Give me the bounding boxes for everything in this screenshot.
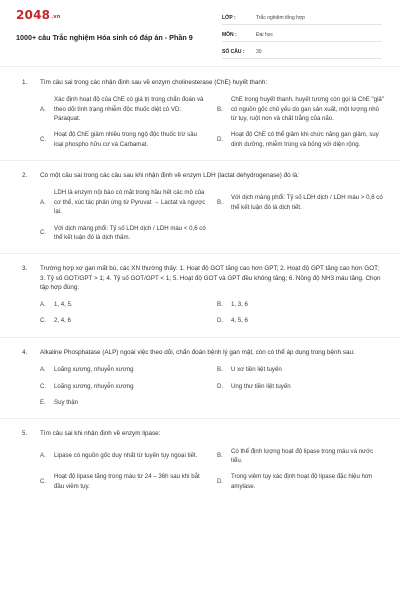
question-divider bbox=[0, 160, 400, 161]
option-text: 1, 3, 6 bbox=[231, 301, 248, 309]
meta-label: MÔN : bbox=[222, 32, 237, 38]
question-number: 5. bbox=[22, 430, 28, 438]
option-text: 1, 4, 5. bbox=[54, 301, 73, 309]
answer-option-a[interactable] bbox=[40, 447, 207, 466]
meta-label: SỐ CÂU : bbox=[222, 49, 245, 55]
answer-option-c[interactable] bbox=[40, 130, 207, 149]
option-text: Với dịch màng phổi: Tỷ số LDH dịch / LDH máu < 0,6 có thể kết luận đó là dịch thấm. bbox=[54, 224, 206, 242]
answer-option-a[interactable] bbox=[40, 95, 207, 123]
question-text: Alkaline Phosphatase (ALP) ngoài việc theo dõi, chẩn đoán bệnh lý gan mật, còn có thể áp dụng trong bệnh sau: bbox=[40, 348, 355, 356]
option-text: Trong viêm tụy xác định hoạt độ lipase đặc hiệu hơn amylase. bbox=[231, 473, 373, 490]
option-text: Hoạt độ ChE có thể giảm khi chức năng gan giảm, suy dinh dưỡng, nhiễm trùng và bỏng với diện rộng. bbox=[231, 131, 379, 148]
answer-option-c[interactable] bbox=[40, 472, 207, 491]
option-letter: C. bbox=[40, 478, 47, 486]
option-text: Với dịch màng phổi: Tỷ số LDH dịch / LDH máu > 0,6 có thể kết luận đó là dịch tiết. bbox=[231, 194, 383, 211]
question-number: 2. bbox=[22, 172, 28, 180]
question-divider bbox=[0, 253, 400, 254]
question-divider bbox=[0, 337, 400, 338]
answer-option-a[interactable] bbox=[40, 365, 207, 374]
option-letter: C. bbox=[40, 317, 47, 325]
option-letter: D. bbox=[217, 478, 224, 486]
question-text: Tìm câu sai trong các nhận định sau về enzym cholinesterase (ChE) huyết thanh: bbox=[40, 79, 268, 86]
option-text: Xác định hoạt độ của ChE có giá trị trong chẩn đoán và theo dõi tình trạng nhiễm độc thuốc diệt cỏ VD: Paraquat. bbox=[54, 96, 204, 123]
option-text: Loãng xương, nhuyễn xương bbox=[54, 382, 134, 390]
answer-option-c[interactable] bbox=[40, 382, 207, 391]
option-letter: C. bbox=[40, 229, 47, 237]
answer-option-b[interactable] bbox=[217, 188, 384, 216]
option-letter: A. bbox=[40, 366, 46, 374]
option-text: Hoạt độ lipase tăng trong máu từ 24 – 36h sau khi bắt đầu viêm tụy. bbox=[54, 473, 200, 490]
option-letter: A. bbox=[40, 301, 46, 309]
logo-tld: .vn bbox=[51, 14, 61, 20]
question bbox=[0, 429, 400, 491]
option-letter: D. bbox=[217, 382, 224, 390]
option-text: 2, 4, 6 bbox=[54, 317, 71, 325]
option-letter: B. bbox=[217, 198, 223, 206]
meta-row-class bbox=[222, 12, 382, 25]
option-letter: D. bbox=[217, 317, 224, 325]
meta-value: Đại học bbox=[256, 32, 273, 38]
option-letter: C. bbox=[40, 382, 47, 390]
page-header bbox=[0, 0, 400, 66]
answer-option-d[interactable] bbox=[217, 316, 384, 325]
question-divider bbox=[0, 418, 400, 419]
question-list bbox=[0, 78, 400, 502]
question-number: 3. bbox=[22, 265, 28, 273]
option-letter: B. bbox=[217, 301, 223, 309]
option-letter: B. bbox=[217, 452, 223, 460]
answer-option-d[interactable] bbox=[217, 130, 384, 149]
option-text: ChE trong huyết thanh, huyết tương còn gọi là ChE "giả" có nguồn gốc chủ yếu do gan sản xuất, một lượng nhỏ từ tụy, ruột non và chất trắng của não. bbox=[231, 96, 384, 123]
option-text: Ung thư tiền liệt tuyến bbox=[231, 382, 291, 390]
answer-option-e[interactable] bbox=[40, 398, 384, 407]
option-letter: D. bbox=[217, 136, 224, 144]
question bbox=[0, 264, 400, 325]
option-letter: C. bbox=[40, 136, 47, 144]
option-text: Có thể định lượng hoạt độ lipase trong máu và nước tiểu. bbox=[231, 447, 374, 464]
option-text: LDH là enzym nội bào có mặt trong hầu hết các mô của cơ thể, xúc tác phản ứng từ Pyruvat → Lactat và ngược lại. bbox=[54, 189, 206, 216]
question-text: Trường hợp xơ gan mất bù, các XN thường thấy: 1. Hoạt độ GOT tăng cao hơn GPT; 2. Hoạt độ GPT tăng cao hơn GOT; 3. Tỷ số GOT/GPT > 1; 4. Tỷ số GOT/GPT < 1; 5. Hoạt độ GOT và GPT đều không tăng; 6. Nồng độ NH3 máu tăng. Chọn tập hợp đúng: bbox=[40, 265, 381, 291]
header-divider bbox=[0, 66, 400, 67]
answer-option-a[interactable] bbox=[40, 188, 207, 216]
meta-label: LỚP : bbox=[222, 15, 236, 21]
document-meta bbox=[222, 12, 382, 59]
answer-option-b[interactable] bbox=[217, 300, 384, 309]
answer-option-a[interactable] bbox=[40, 300, 207, 309]
document-title: 1000+ câu Trắc nghiệm Hóa sinh có đáp án - Phần 9 bbox=[16, 33, 193, 42]
meta-row-subject bbox=[222, 29, 382, 42]
question bbox=[0, 171, 400, 242]
question-text: Có một câu sai trong các câu sau khi nhận định về enzym LDH (lactat dehydrogenase) đó là: bbox=[40, 172, 300, 180]
option-text: Loãng xương, nhuyễn xương bbox=[54, 366, 134, 374]
option-text: Lipase có nguồn gốc duy nhất từ tuyến tụy ngoại tiết. bbox=[54, 452, 198, 460]
option-letter: B. bbox=[217, 366, 223, 374]
option-letter: A. bbox=[40, 198, 46, 206]
question-number: 1. bbox=[22, 79, 28, 86]
meta-row-count bbox=[222, 46, 382, 59]
option-text: Suy thận bbox=[54, 398, 79, 406]
option-letter: A. bbox=[40, 105, 46, 113]
logo-text: 2048 bbox=[16, 8, 51, 22]
option-text: U xơ tiền liệt tuyến bbox=[231, 366, 282, 374]
answer-option-c[interactable] bbox=[40, 224, 207, 243]
question-number: 4. bbox=[22, 348, 28, 356]
answer-option-b[interactable] bbox=[217, 447, 384, 466]
question bbox=[0, 78, 400, 149]
option-letter: A. bbox=[40, 452, 46, 460]
option-text: 4, 5, 6 bbox=[231, 317, 248, 325]
answer-option-b[interactable] bbox=[217, 95, 384, 123]
question bbox=[0, 348, 400, 407]
question-text: Tìm câu sai khi nhận định về enzym lipase: bbox=[40, 430, 161, 438]
meta-value: 30 bbox=[256, 49, 262, 55]
option-letter: B. bbox=[217, 105, 223, 113]
answer-option-b[interactable] bbox=[217, 365, 384, 374]
option-letter: E. bbox=[40, 398, 46, 406]
answer-option-d[interactable] bbox=[217, 472, 384, 491]
option-text: Hoạt độ ChE giảm nhiều trong ngộ độc thuốc trừ sâu loại phospho hữu cơ và Carbamat. bbox=[54, 131, 197, 148]
answer-option-d[interactable] bbox=[217, 382, 384, 391]
answer-option-c[interactable] bbox=[40, 316, 207, 325]
meta-value: Trắc nghiệm tổng hợp bbox=[256, 15, 305, 21]
